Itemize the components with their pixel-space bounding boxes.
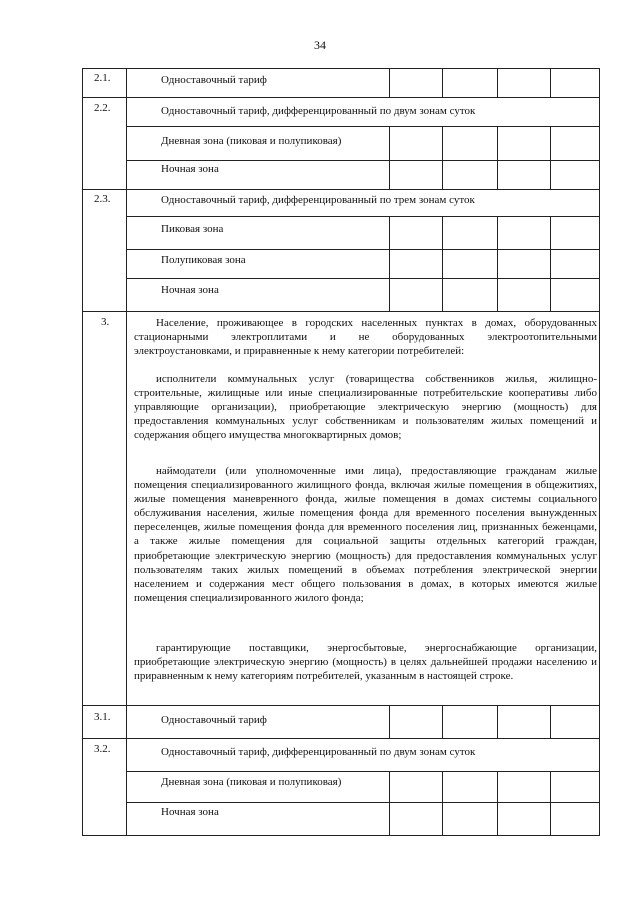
row-label: Одноставочный тариф xyxy=(161,74,267,86)
row-label: Ночная зона xyxy=(161,284,219,296)
table-border-right xyxy=(599,68,600,836)
section-3-paragraph: исполнители коммунальных услуг (товарищества собственников жилья, жилищно-строительные, жилищные или иные специализированные потребительские кооперативы либо управляющие организации), приобретающие электрическую энергию (мощность) для предоставления коммунальных услуг собственникам и пользователям жилых помещений и содержания общего имущества многоквартирных домов; xyxy=(134,373,597,442)
row-label: Пиковая зона xyxy=(161,223,224,235)
value-column-divider xyxy=(550,705,551,738)
table-border-left xyxy=(82,68,83,836)
section-3-paragraph: наймодатели (или уполномоченные ими лица), предоставляющие гражданам жилые помещения специализированного жилищного фонда, включая жилые помещения в общежитиях, жилые помещения маневренного фонда, жилые помещения в домах системы социального обслуживания населения, жилые помещения фонда для временного поселения вынужденных переселенцев, жилые помещения фонда для временного поселения лиц, признанных беженцами, а также жилые помещения для социальной защиты отдельных категорий граждан, приобретающие электрическую энергию (мощность) для предоставления коммунальных услуг пользователям таких жилых помещений в объемах потребления электрической энергии населением и содержания мест общего пользования в домах, в которых имеются жилые помещения специализированного жилого фонда; xyxy=(134,465,597,604)
tariff-table xyxy=(82,68,600,836)
row-border xyxy=(126,278,600,279)
row-border xyxy=(126,802,600,803)
value-column-divider xyxy=(550,216,551,311)
row-border xyxy=(82,738,600,739)
row-number: 3.1. xyxy=(94,711,111,723)
row-border xyxy=(126,249,600,250)
value-column-divider xyxy=(550,68,551,97)
row-label: Полупиковая зона xyxy=(161,254,246,266)
row-border xyxy=(82,189,600,190)
row-border xyxy=(126,126,600,127)
row-border xyxy=(126,771,600,772)
value-column-divider xyxy=(550,126,551,189)
row-number: 2.1. xyxy=(94,72,111,84)
row-label: Одноставочный тариф, дифференцированный по трем зонам суток xyxy=(161,194,475,206)
section-3-paragraph: гарантирующие поставщики, энергосбытовые, энергоснабжающие организации, приобретающие электрическую энергию (мощность) в целях дальнейшей продажи населению и приравненным к нему категориям потребителей, указанным в настоящей строке. xyxy=(134,642,597,683)
value-column-divider xyxy=(497,216,498,311)
row-border xyxy=(82,311,600,312)
value-column-divider xyxy=(497,771,498,835)
value-column-divider xyxy=(442,68,443,97)
value-column-divider xyxy=(442,126,443,189)
page-number: 34 xyxy=(314,38,326,52)
row-label: Ночная зона xyxy=(161,806,219,818)
row-border xyxy=(126,160,600,161)
row-label: Одноставочный тариф xyxy=(161,714,267,726)
value-column-divider xyxy=(389,216,390,311)
row-border xyxy=(82,97,600,98)
row-number: 2.2. xyxy=(94,102,111,114)
row-label: Одноставочный тариф, дифференцированный по двум зонам суток xyxy=(161,105,476,117)
value-column-divider xyxy=(497,126,498,189)
row-number: 3.2. xyxy=(94,743,111,755)
row-label: Дневная зона (пиковая и полупиковая) xyxy=(161,135,342,147)
row-border xyxy=(82,705,600,706)
number-column-divider xyxy=(126,68,127,836)
value-column-divider xyxy=(442,771,443,835)
row-label: Ночная зона xyxy=(161,163,219,175)
value-column-divider xyxy=(442,216,443,311)
row-border xyxy=(82,68,600,69)
value-column-divider xyxy=(389,68,390,97)
row-border xyxy=(82,835,600,836)
row-number: 2.3. xyxy=(94,193,111,205)
value-column-divider xyxy=(389,771,390,835)
row-label: Одноставочный тариф, дифференцированный по двум зонам суток xyxy=(161,746,476,758)
value-column-divider xyxy=(389,126,390,189)
value-column-divider xyxy=(497,68,498,97)
row-border xyxy=(126,216,600,217)
value-column-divider xyxy=(550,771,551,835)
value-column-divider xyxy=(497,705,498,738)
row-number: 3. xyxy=(101,316,110,328)
section-3-paragraph: Население, проживающее в городских населенных пунктах в домах, оборудованных стационарными электроплитами и не оборудованных электроотопительными электроустановками, и приравненные к нему категории потребителей: xyxy=(134,317,597,358)
row-label: Дневная зона (пиковая и полупиковая) xyxy=(161,776,342,788)
value-column-divider xyxy=(442,705,443,738)
value-column-divider xyxy=(389,705,390,738)
